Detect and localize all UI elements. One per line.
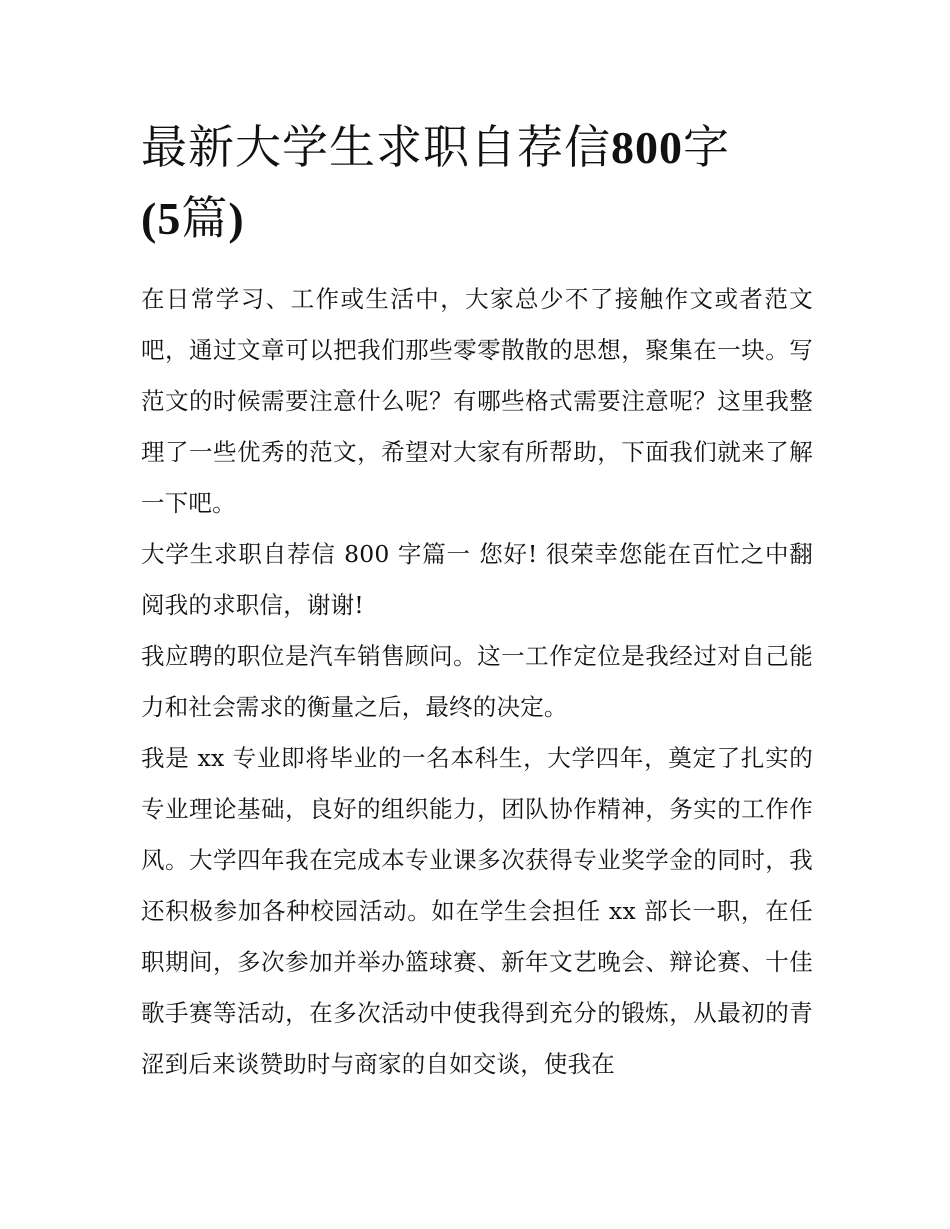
- title-main: 最新大学生求职自荐信: [141, 120, 611, 174]
- title-paren: (5: [141, 193, 182, 244]
- background-paragraph: 我是 xx 专业即将毕业的一名本科生，大学四年，奠定了扎实的专业理论基础，良好的组织能力，团队协作精神，务实的工作作风。大学四年我在完成本专业课多次获得专业奖学金的同时，我还积极参加各种校园活动。如在学生会担任 xx 部长一职，在任职期间，多次参加并举办篮球赛、新年文艺晚会、辩论赛、十佳歌手赛等活动，在多次活动中使我得到充分的锻炼，从最初的青涩到后来谈赞助时与商家的自如交谈，使我在: [141, 744, 813, 1078]
- title-unit: 字: [683, 120, 730, 174]
- letter-opening-paragraph: 大学生求职自荐信 800 字篇一 您好! 很荣幸您能在百忙之中翻阅我的求职信，谢谢!: [141, 540, 813, 619]
- title-pian: 篇: [181, 191, 229, 245]
- intro-paragraph: 在日常学习、工作或生活中，大家总少不了接触作文或者范文吧，通过文章可以把我们那些零零散散的思想，聚集在一块。写范文的时候需要注意什么呢？有哪些格式需要注意呢？这里我整理了一些优秀的范文，希望对大家有所帮助，下面我们就来了解一下吧。: [141, 285, 813, 517]
- position-paragraph: 我应聘的职位是汽车销售顾问。这一工作定位是我经过对自己能力和社会需求的衡量之后，最终的决定。: [141, 642, 813, 721]
- title-close: ): [228, 193, 245, 244]
- document-title: [141, 112, 813, 254]
- document-body: [141, 112, 813, 1090]
- title-number: 800: [611, 122, 683, 173]
